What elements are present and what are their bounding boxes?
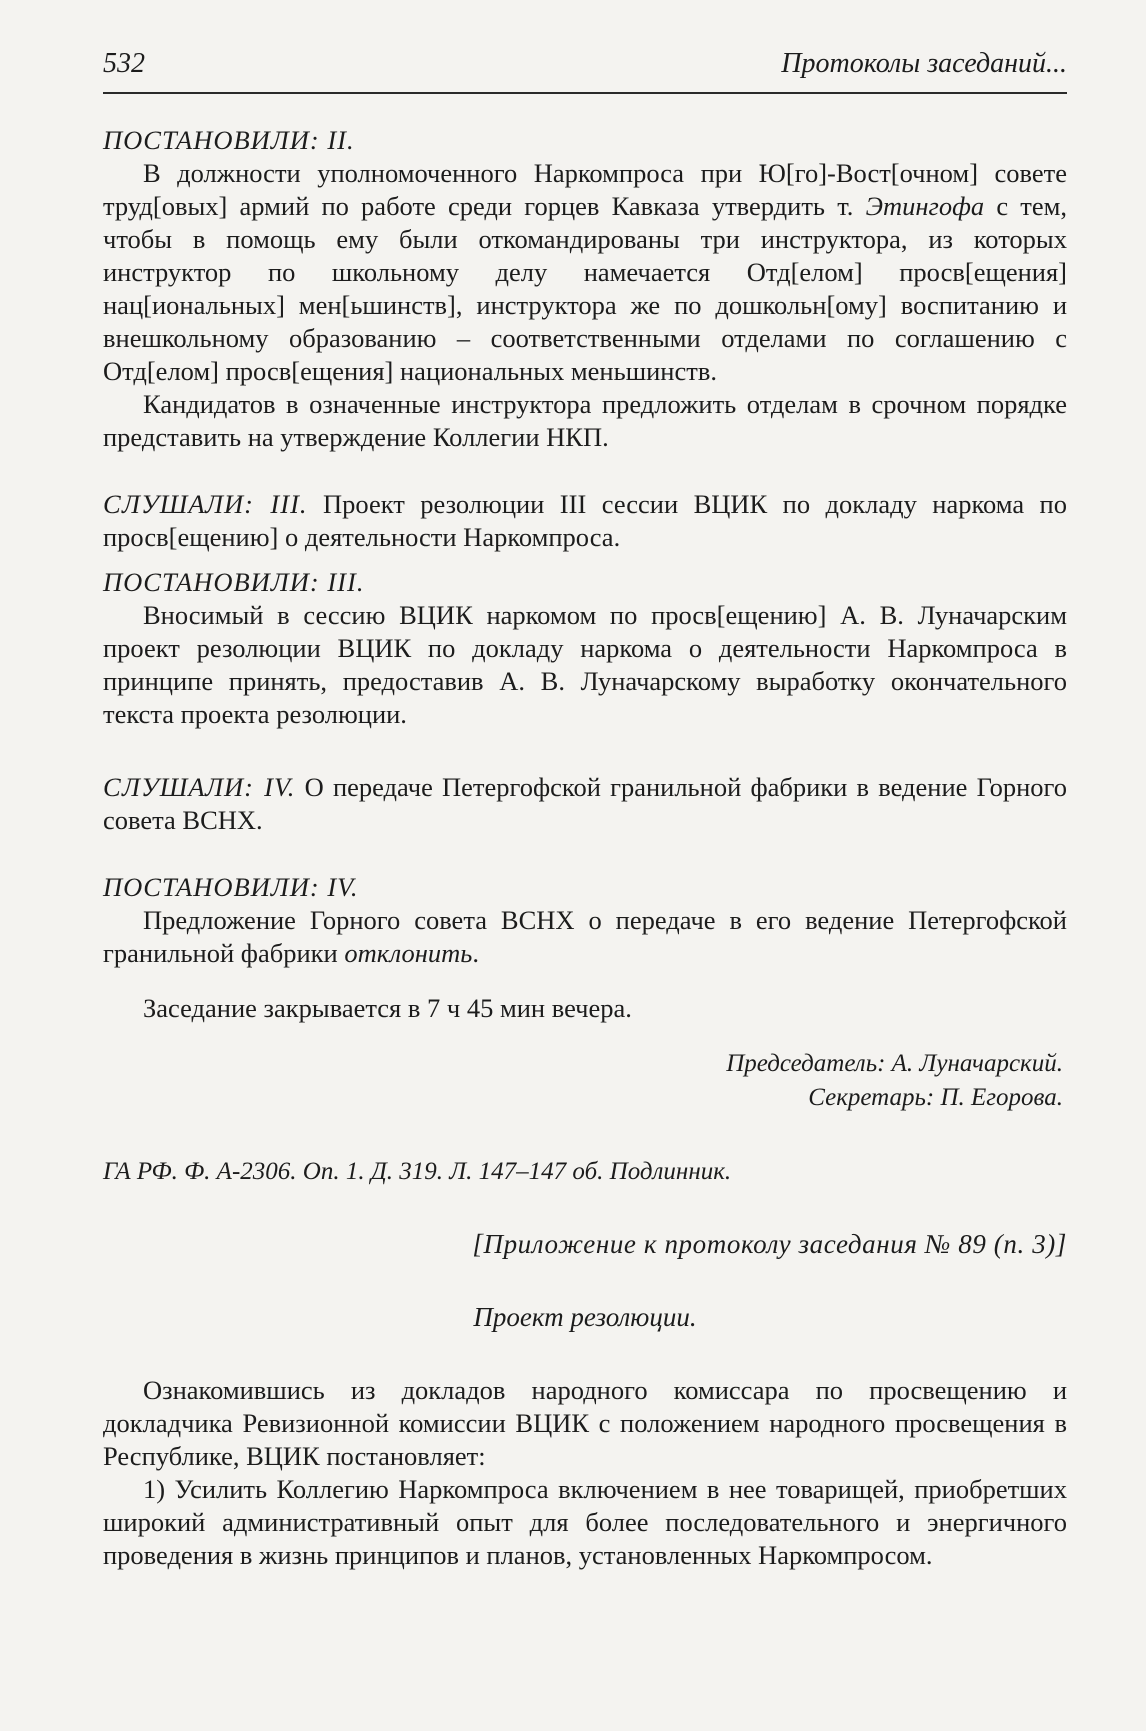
resolved-4-heading: ПОСТАНОВИЛИ: IV.	[103, 872, 359, 902]
resolved-4-emphasis: отклонить	[344, 938, 473, 968]
resolved-3-heading: ПОСТАНОВИЛИ: III.	[103, 567, 365, 597]
heard-3-text: Проект резолюции III сессии ВЦИК по докладу наркома по просв[ещению] о деятельности Наркомпроса.	[103, 489, 1067, 552]
resolved-3-paragraph: Вносимый в сессию ВЦИК наркомом по просв[ещению] А. В. Луначарским проект резолюции ВЦИК по докладу наркома о деятельности Наркомпроса в принципе принять, предоставив А. В. Луначарскому выработку окончательного текста проекта резолюции.	[103, 600, 1067, 729]
resolved-4-text-before: Предложение Горного совета ВСНХ о передаче в его ведение Петергофской гранильной фабрики	[103, 905, 1067, 968]
running-title: Протоколы заседаний...	[781, 48, 1067, 79]
appendix-paragraph-2: 1) Усилить Коллегию Наркомпроса включением в нее товарищей, приобретших широкий административный опыт для более последовательного и энергичного проведения в жизнь принципов и планов, установленных Наркомпросом.	[103, 1474, 1067, 1570]
chairman-signature: Председатель: А. Луначарский.	[726, 1050, 1063, 1077]
appendix-title: [Приложение к протоколу заседания № 89 (п. 3)]	[472, 1229, 1067, 1259]
heard-3-heading: СЛУШАЛИ: III.	[103, 489, 308, 519]
resolved-2-paragraph-2: Кандидатов в означенные инструктора предложить отделам в срочном порядке представить на утверждение Коллегии НКП.	[103, 389, 1067, 452]
closing-line: Заседание закрывается в 7 ч 45 мин вечера.	[143, 993, 632, 1023]
document-page	[103, 40, 1067, 1690]
appendix-subtitle: Проект резолюции.	[473, 1302, 697, 1332]
resolved-2-text-after: с тем, чтобы в помощь ему были откомандированы три инструктора, из которых инструктор по школьному делу намечается Отд[елом] просв[ещения] нац[иональных] мен[ьшинств], инструктора же по дошкольн[ому] воспитанию и внешкольному образованию – соответственными отделами по соглашению с Отд[елом] просв[ещения] национальных меньшинств.	[103, 191, 1068, 386]
resolved-4-text-after: .	[472, 938, 479, 968]
heard-4-paragraph	[103, 771, 1067, 837]
page-header	[103, 40, 1067, 94]
resolved-2-paragraph-1	[103, 157, 1067, 388]
appendix-paragraph-1: Ознакомившись из докладов народного комиссара по просвещению и докладчика Ревизионной комиссии ВЦИК с положением народного просвещения в Республике, ВЦИК постановляет:	[103, 1375, 1067, 1471]
archive-reference: ГА РФ. Ф. А-2306. Оп. 1. Д. 319. Л. 147–147 об. Подлинник.	[103, 1158, 732, 1185]
heard-4-heading: СЛУШАЛИ: IV.	[103, 772, 296, 802]
resolved-4-paragraph	[103, 904, 1067, 970]
page-content	[103, 124, 1067, 1572]
resolved-2-text-before: В должности уполномоченного Наркомпроса при Ю[го]-Вост[очном] совете труд[овых] армий по работе среди горцев Кавказа утвердить т.	[103, 158, 1067, 221]
resolved-2-name: Этингофа	[865, 191, 985, 221]
heard-4-text: О передаче Петергофской гранильной фабрики в ведение Горного совета ВСНХ.	[103, 772, 1067, 835]
heard-3-paragraph	[103, 488, 1067, 554]
secretary-signature: Секретарь: П. Егорова.	[808, 1084, 1063, 1111]
resolved-2-heading: ПОСТАНОВИЛИ: II.	[103, 125, 355, 155]
page-number: 532	[103, 48, 145, 79]
